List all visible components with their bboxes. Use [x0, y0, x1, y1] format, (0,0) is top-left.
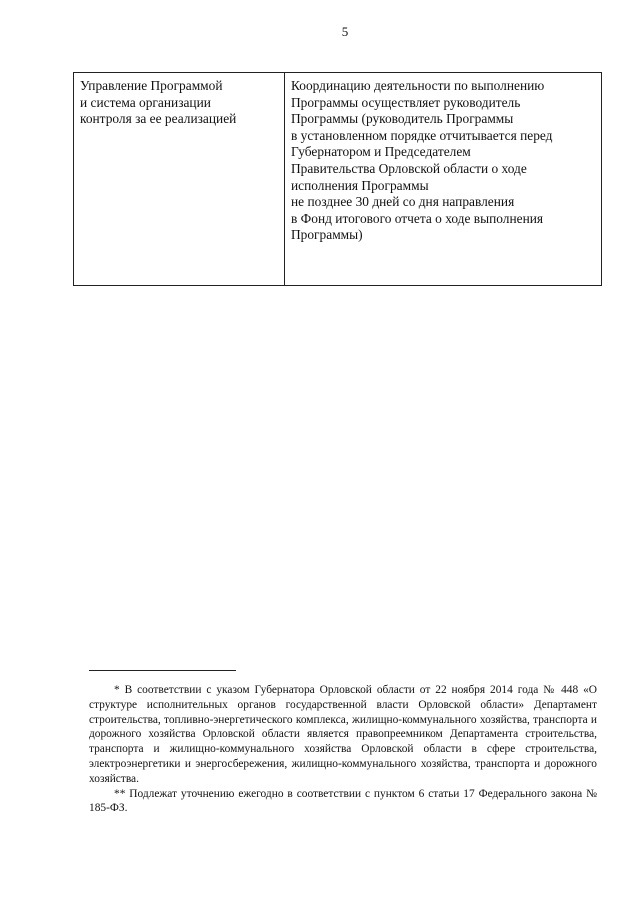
- cell-label-line: контроля за ее реализацией: [80, 111, 237, 127]
- cell-value-line: в установленном порядке отчитывается перед: [291, 127, 553, 143]
- table-row: [74, 73, 602, 286]
- table-cell-value: [285, 73, 602, 286]
- cell-value-line: не позднее 30 дней со дня направления: [291, 194, 515, 210]
- cell-value-line: Программы осуществляет руководитель: [291, 94, 521, 110]
- cell-value-line: Координацию деятельности по выполнению: [291, 78, 545, 93]
- table-cell-label: [74, 73, 285, 286]
- program-passport-table: [73, 72, 602, 286]
- cell-value-line: Программы (руководитель Программы: [291, 111, 514, 127]
- footnote-1: * В соответствии с указом Губернатора Орловской области от 22 ноября 2014 года № 448 «О структуре исполнительных органов государственной власти Орловской области» Департамент строительства, топливно-энергетического комплекса, жилищно-коммунального хозяйства, транспорта и дорожного хозяйства Орловской области является правопреемником Департамента строительства, транспорта и жилищно-коммунального хозяйства Орловской области в сфере строительства, электроэнергетики и энергосбережения, жилищно-коммунального хозяйства, транспорта и дорожного хозяйства.: [89, 684, 597, 785]
- cell-value-line: Правительства Орловской области о ходе: [291, 160, 527, 176]
- cell-value-line: исполнения Программы: [291, 177, 429, 193]
- footnote-2: ** Подлежат уточнению ежегодно в соответствии с пунктом 6 статьи 17 Федерального закона № 185-ФЗ.: [89, 787, 597, 815]
- cell-label-line: и система организации: [80, 94, 211, 110]
- cell-label-line: Управление Программой: [80, 78, 223, 93]
- footnote-separator: [89, 670, 236, 671]
- cell-value-line: в Фонд итогового отчета о ходе выполнения: [291, 210, 544, 226]
- cell-value-line: Программы): [291, 227, 363, 243]
- cell-value-line: Губернатором и Председателем: [291, 144, 471, 160]
- footnotes: [89, 683, 597, 816]
- page-number: 5: [341, 24, 349, 39]
